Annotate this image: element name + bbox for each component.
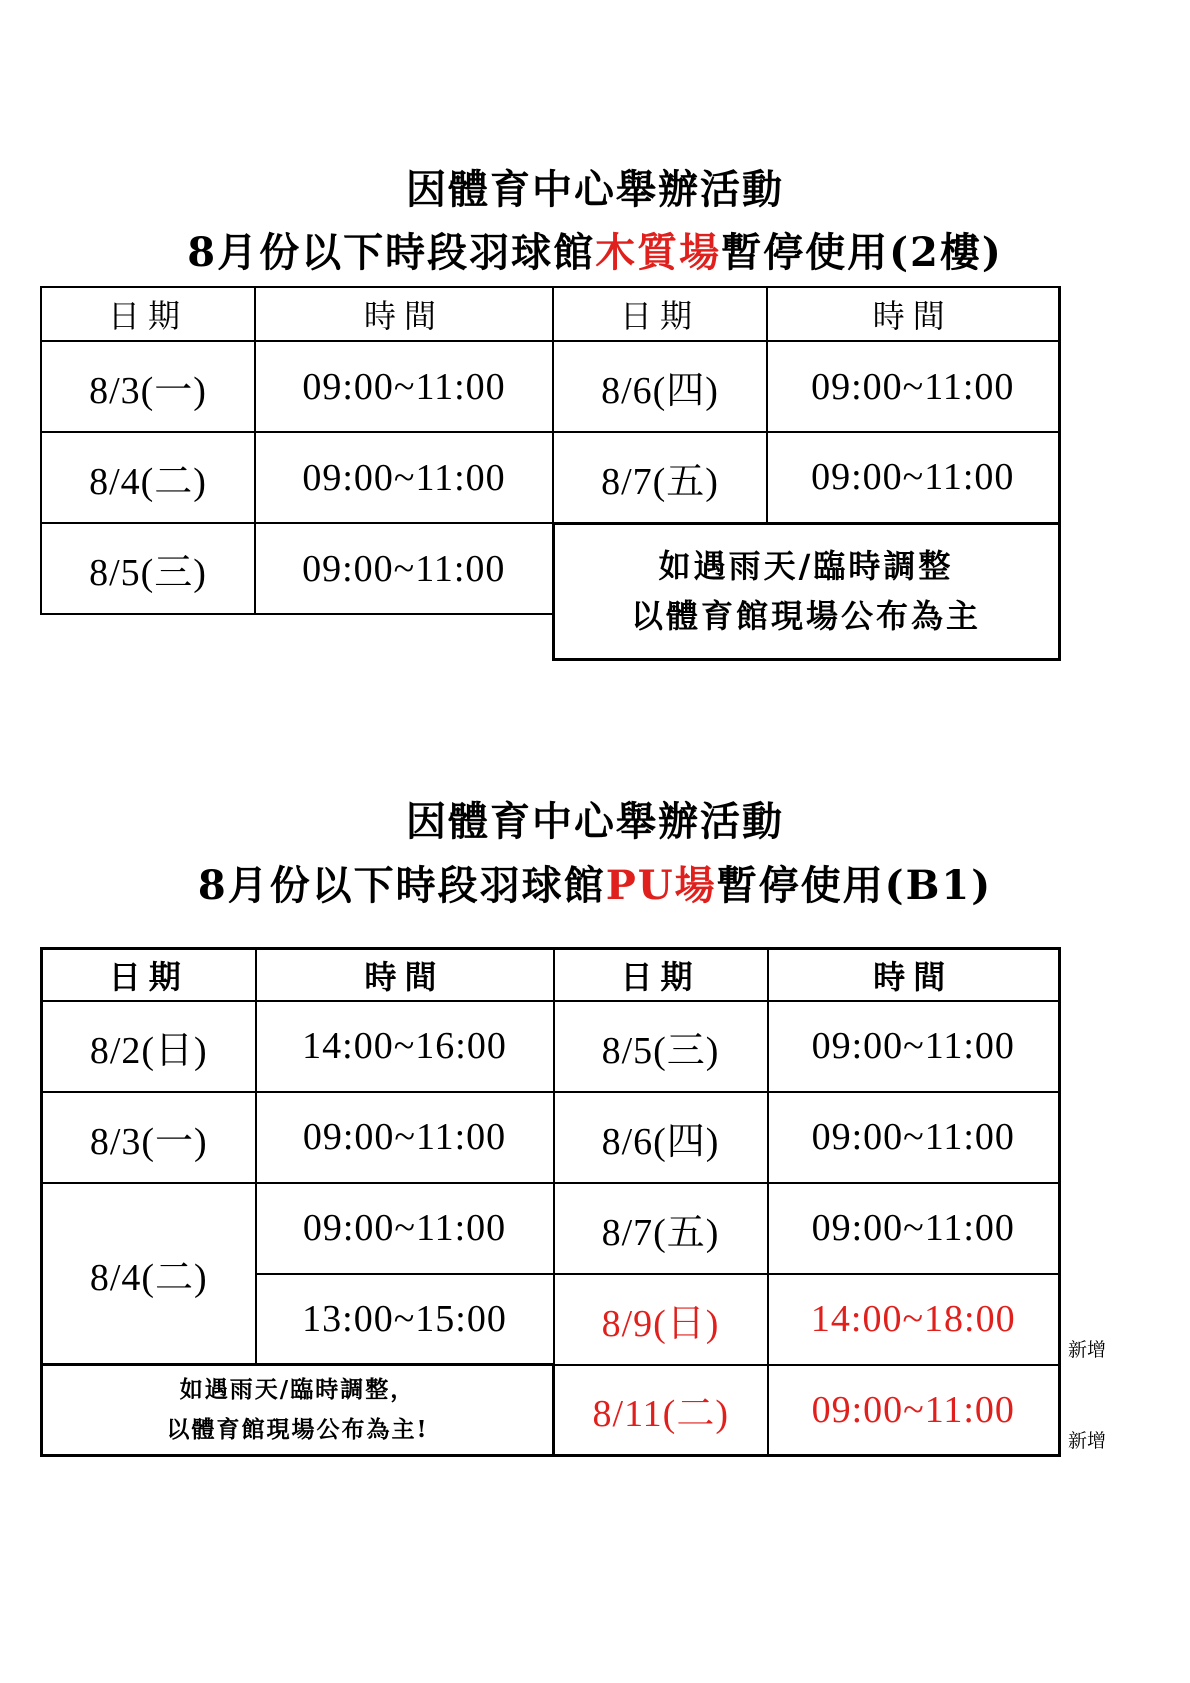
section2-title-line1: 因體育中心舉辦活動 bbox=[406, 798, 784, 845]
notice-line1: 如遇雨天/臨時調整， bbox=[179, 1376, 416, 1403]
table-row bbox=[41, 523, 1059, 614]
section2-schedule-table bbox=[40, 947, 1061, 1457]
header-date: 日期 bbox=[42, 949, 256, 1001]
notice-line1: 如遇雨天/臨時調整 bbox=[658, 547, 954, 585]
date-cell: 8/7(五) bbox=[554, 1183, 768, 1274]
header-time: 時間 bbox=[256, 949, 554, 1001]
date-cell: 8/7(五) bbox=[553, 432, 767, 523]
section2-title-highlight: PU場 bbox=[605, 862, 717, 909]
section1-schedule-table bbox=[40, 286, 1061, 661]
time-cell: 09:00~11:00 bbox=[768, 1183, 1060, 1274]
date-cell: 8/6(四) bbox=[553, 341, 767, 432]
table-row bbox=[41, 341, 1059, 432]
date-cell: 8/2(日) bbox=[42, 1001, 256, 1092]
header-date: 日期 bbox=[554, 949, 768, 1001]
notice-cell bbox=[42, 1365, 554, 1456]
time-cell-added: 14:00~18:00 bbox=[768, 1274, 1060, 1365]
notice-cell bbox=[553, 523, 1059, 659]
section1-title-prefix: 8月份以下時段羽球館 bbox=[187, 229, 596, 276]
time-cell: 09:00~11:00 bbox=[767, 341, 1059, 432]
date-cell: 8/4(二) bbox=[41, 432, 255, 523]
date-cell: 8/6(四) bbox=[554, 1092, 768, 1183]
notice-line2: 以體育館現場公布為主 bbox=[630, 597, 981, 635]
table-row bbox=[42, 1001, 1060, 1092]
time-cell: 14:00~16:00 bbox=[256, 1001, 554, 1092]
section2-title-prefix: 8月份以下時段羽球館 bbox=[197, 862, 606, 909]
table-row bbox=[42, 1183, 1060, 1274]
section1-title-line1: 因體育中心舉辦活動 bbox=[406, 166, 784, 213]
date-cell: 8/4(二) bbox=[42, 1183, 256, 1365]
date-cell: 8/5(三) bbox=[41, 523, 255, 614]
time-cell: 09:00~11:00 bbox=[255, 523, 553, 614]
time-cell: 09:00~11:00 bbox=[255, 432, 553, 523]
time-cell-added: 09:00~11:00 bbox=[768, 1365, 1060, 1456]
table-row bbox=[42, 1092, 1060, 1183]
header-time: 時間 bbox=[255, 287, 553, 341]
table-row bbox=[41, 432, 1059, 523]
header-date: 日期 bbox=[553, 287, 767, 341]
time-cell: 09:00~11:00 bbox=[256, 1092, 554, 1183]
blank-cell bbox=[41, 614, 553, 659]
date-cell: 8/5(三) bbox=[554, 1001, 768, 1092]
time-cell: 09:00~11:00 bbox=[767, 432, 1059, 523]
table-header-row bbox=[42, 949, 1060, 1001]
section1-title-highlight: 木質場 bbox=[595, 229, 722, 276]
section2-title-line2 bbox=[0, 862, 1190, 909]
date-cell-added: 8/11(二) bbox=[554, 1365, 768, 1456]
header-date: 日期 bbox=[41, 287, 255, 341]
time-cell: 09:00~11:00 bbox=[768, 1001, 1060, 1092]
time-cell: 09:00~11:00 bbox=[255, 341, 553, 432]
table-header-row bbox=[41, 287, 1059, 341]
date-cell: 8/3(一) bbox=[41, 341, 255, 432]
section1-title-suffix: 暫停使用(2樓) bbox=[721, 229, 1003, 276]
table-row bbox=[42, 1365, 1060, 1456]
added-note: 新增 bbox=[1068, 1430, 1107, 1452]
section1-title-line2 bbox=[0, 229, 1190, 276]
section2-title-suffix: 暫停使用(B1) bbox=[716, 862, 993, 909]
added-note: 新增 bbox=[1068, 1339, 1107, 1361]
time-cell: 09:00~11:00 bbox=[256, 1183, 554, 1274]
time-cell: 09:00~11:00 bbox=[768, 1092, 1060, 1183]
date-cell-added: 8/9(日) bbox=[554, 1274, 768, 1365]
notice-line2: 以體育館現場公布為主! bbox=[166, 1416, 429, 1443]
header-time: 時間 bbox=[767, 287, 1059, 341]
date-cell: 8/3(一) bbox=[42, 1092, 256, 1183]
time-cell: 13:00~15:00 bbox=[256, 1274, 554, 1365]
header-time: 時間 bbox=[768, 949, 1060, 1001]
